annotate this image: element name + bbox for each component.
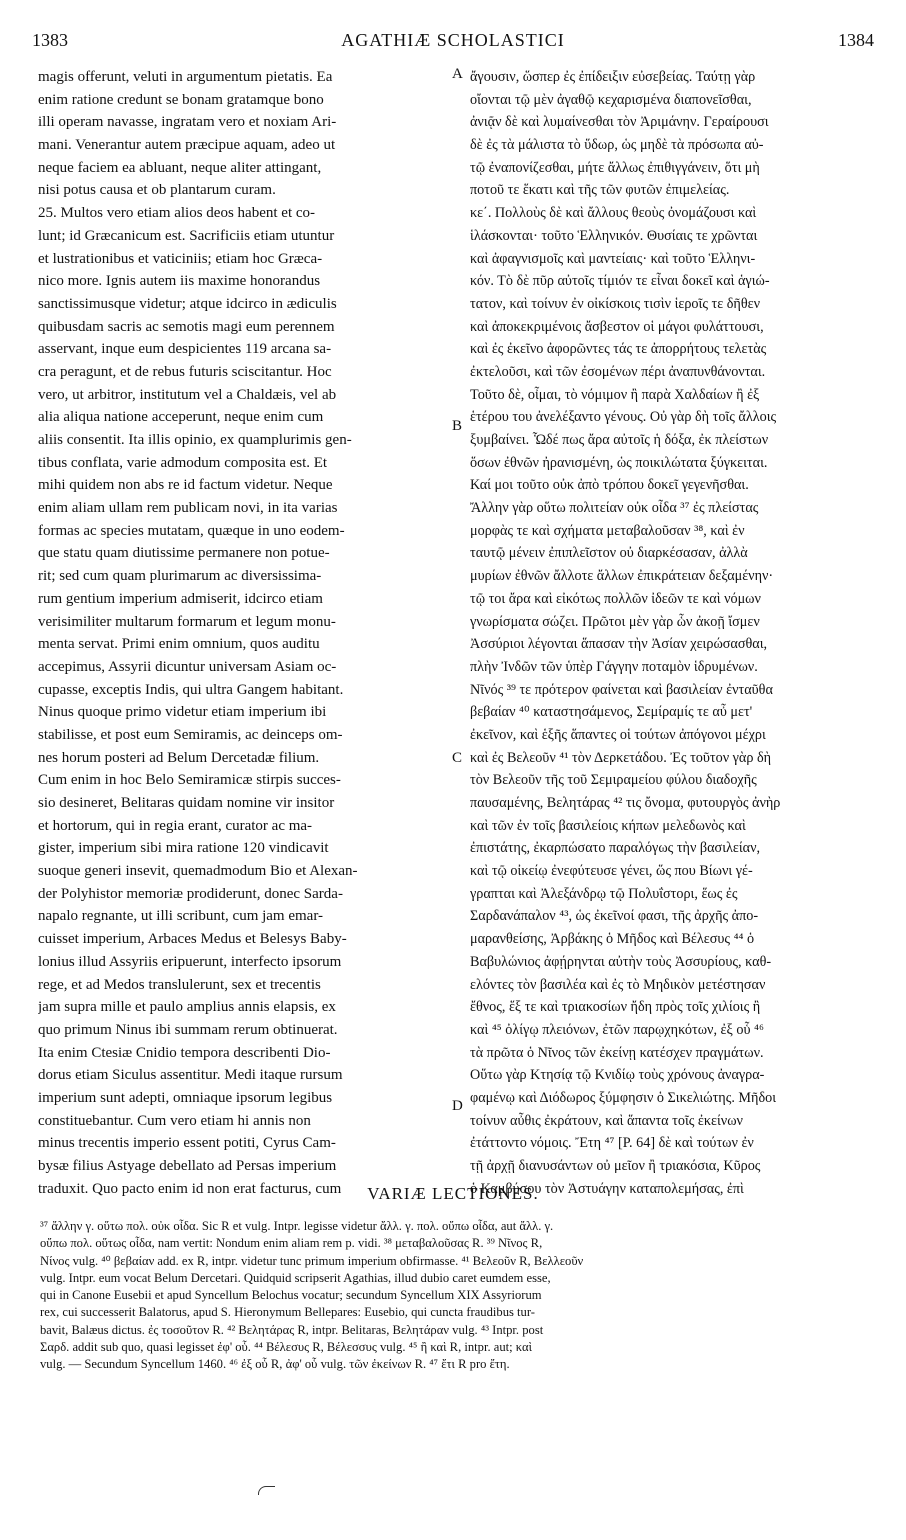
latin-text-line: rege, et ad Medos translulerunt, sex et trecentis [38, 976, 321, 993]
variae-note-line: οὔπω πολ. οὕτως οἶδα, nam vertit: Nondum enim aliam rem p. vidi. ³⁸ μεταβαλοῦσας R. ³⁹ Νῖνος R, [40, 1236, 543, 1251]
latin-text-line: nes horum posteri ad Belum Dercetadæ filium. [38, 749, 320, 766]
greek-text-line: μορφὰς τε καὶ σχήματα μεταβαλοῦσαν ³⁸, καὶ ἐν [470, 522, 745, 539]
latin-text-line: quibusdam sacris ac semotis magi eum perennem [38, 318, 335, 335]
greek-column [470, 66, 868, 1200]
greek-text-line: καὶ ⁴⁵ ὀλίγῳ πλειόνων, ἐτῶν παρῳχηκότων, ἐξ οὗ ⁴⁶ [470, 1021, 764, 1038]
latin-text-line: et lustrationibus et vaticiniis; etiam hoc Græca- [38, 250, 323, 267]
latin-text-line: alia aliqua natione acceperunt, neque enim cum [38, 409, 324, 426]
latin-text-line: suoque generi insevit, quemadmodum Bio et Alexan- [38, 863, 358, 880]
greek-text-line: ξυμβαίνει. Ὧδέ πως ἄρα αὐτοῖς ἡ δόξα, ἐκ πλείστων [470, 432, 769, 448]
latin-text-line: stabilisse, et post eum Semiramis, ac deinceps om- [38, 726, 343, 743]
latin-text-line: lunt; id Græcanicum est. Sacrificiis etiam utuntur [38, 227, 335, 244]
latin-text-line: vero, ut arbitror, institutum vel a Chaldæis, vel ab [38, 386, 337, 403]
variae-note-line: bavit, Balæus dictus. ἐς τοσοῦτον R. ⁴² Βελητάρας R, intpr. Belitaras, Βελητάραν vulg. ⁴³ Intpr. post [40, 1322, 544, 1337]
greek-text-line: Οὕτω γὰρ Κτησίᾳ τῷ Κνιδίῳ τοὺς χρόνους ἀναγρα- [470, 1067, 765, 1084]
latin-text-line: lonius illud Assyriis eripuerunt, interfecto ipsorum [38, 953, 342, 970]
margin-letter-b: B [452, 418, 463, 434]
latin-text-line: Cum enim in hoc Belo Semiramicæ stirpis succes- [38, 772, 341, 789]
variae-note-line: Νίνος vulg. ⁴⁰ βεβαίαν add. ex R, intpr. videtur tunc primum imperium obfirmasse. ⁴¹ Βελεοῦν R, Βελλεοῦν [40, 1253, 584, 1268]
latin-text-line: 25. Multos vero etiam alios deos habent et co- [38, 205, 316, 222]
greek-text-line: ἔθνος, ἕξ τε καὶ τριακοσίων ἤδη πρὸς τοῖς χιλίοις ἢ [470, 999, 761, 1016]
latin-text-line: neque faciem ea abluant, neque aliter attingant, [38, 159, 322, 176]
variae-note-line: vulg. — Secundum Syncellum 1460. ⁴⁶ ἐξ οὗ R, ἀφ' οὗ vulg. τῶν ἐκείνων R. ⁴⁷ ἔτι R pro ἔτη. [40, 1357, 510, 1372]
margin-letter-a: A [452, 66, 463, 82]
page-header [32, 30, 874, 58]
greek-text-line: φαμένῳ καὶ Διόδωρος ξύμφησιν ὁ Σικελιώτης. Μῆδοι [470, 1089, 777, 1106]
latin-text-line: nico more. Ignis autem iis maxime honorandus [38, 273, 321, 290]
latin-column [38, 66, 446, 1200]
greek-text-line: ταυτῷ μένειν ἐπιπλεῖστον οὐ διαρκέσασαν, ἀλλὰ [470, 545, 748, 562]
latin-text-line: rum gentium imperium admiserit, idcirco etiam [38, 590, 323, 607]
latin-text-line: dorus etiam Siculus assentitur. Medi itaque rursum [38, 1067, 343, 1084]
latin-text-line: mihi quidem non abs re id factum videtur. Neque [38, 477, 333, 494]
greek-text-line: καὶ ἐς ἐκεῖνο ἀφορῶντες τάς τε ἀπορρήτους τελετὰς [470, 341, 767, 358]
latin-text-line: enim ratione credunt se bonam gratamque bono [38, 91, 324, 108]
greek-text-line: ἄγουσιν, ὥσπερ ἐς ἐπίδειξιν εὐσεβείας. Ταύτῃ γὰρ [470, 69, 756, 85]
greek-text-line: Ἄλλην γὰρ οὕτω πολιτείαν οὐκ οἶδα ³⁷ ἐς πλείστας [470, 500, 759, 517]
latin-text-line: nisi potus causa et ob plantarum curam. [38, 182, 276, 199]
greek-text-line: τῇ ἀρχῇ διανυσάντων οὐ μεῖον ἢ τριακόσια, Κῦρος [470, 1158, 761, 1174]
latin-text-line: formas ac species mutatam, quæque in uno eodem- [38, 522, 345, 539]
latin-text-line: cra peragunt, et de rebus futuris sciscitantur. Hoc [38, 363, 332, 380]
greek-text-line: Καί μοι τοῦτο οὐκ ἀπὸ τρόπου δοκεῖ γεγενῆσθαι. [470, 477, 749, 494]
variae-note-line: vulg. Intpr. eum vocat Belum Dercetari. Quidquid scripserit Agathias, illud dubio caret eumdem esse, [40, 1270, 551, 1285]
greek-text-line: ὁ Καμβύσου τὸν Ἀστυάγην καταπολεμήσας, ἐπὶ [470, 1180, 744, 1197]
latin-text-line: imperium sunt adepti, omniaque ipsorum legibus [38, 1089, 333, 1106]
greek-text-line: Ἀσσύριοι λέγονται ἅπασαν τὴν Ἀσίαν χειρώσασθαι, [470, 636, 768, 653]
latin-text-line: mani. Venerantur autem præcipue aquam, adeo ut [38, 137, 336, 154]
latin-text-line: traduxit. Quo pacto enim id non erat facturus, cum [38, 1180, 342, 1197]
greek-text-line: ποτοῦ τε ἕκατι καὶ τῆς τῶν φυτῶν ἐπιμελείας. [470, 182, 730, 199]
greek-text-line: Νῖνός ³⁹ τε πρότερον φαίνεται καὶ βασιλείαν ἐνταῦθα [470, 681, 773, 698]
latin-text-line: bysæ filius Astyage debellato ad Persas imperium [38, 1158, 337, 1174]
variae-note-line: ³⁷ ἄλλην γ. οὕτω πολ. οὐκ οἶδα. Sic R et vulg. Intpr. legisse videtur ἄλλ. γ. πολ. οὔπω οἶδα, aut ἄλλ. γ. [40, 1219, 554, 1233]
page-number-right: 1384 [838, 30, 874, 50]
greek-text-line: μαρανθείσης, Ἀρβάκης ὁ Μῆδος καὶ Βέλεσυς ⁴⁴ ὁ [470, 931, 755, 948]
latin-text-line: gister, imperium sibi mira ratione 120 vindicavit [38, 840, 329, 857]
latin-text-line: menta servat. Primi enim omnium, quos auditu [38, 636, 320, 653]
variae-note-line: rex, cui successerit Balatorus, apud S. Hieronymum Bellepares: Eusebio, qui cuncta fraudibus tur- [40, 1305, 535, 1320]
greek-text-line: καὶ ἀφαγνισμοῖς καὶ μαντείαις· καὶ τοῦτο Ἑλληνι- [470, 250, 756, 267]
margin-letter-c: C [452, 750, 463, 766]
greek-text-line: τὸν Βελεοῦν τῆς τοῦ Σεμιραμείου φύλου διαδοχῆς [470, 772, 757, 789]
running-title: AGATHIÆ SCHOLASTICI [341, 30, 565, 50]
variae-lectiones-notes [40, 1218, 872, 1374]
greek-text-line: μυρίων ἐθνῶν ἄλλοτε ἄλλων ἐπικράτειαν δεξαμένην· [470, 568, 774, 585]
greek-text-line: πλὴν Ἰνδῶν τῶν ὑπὲρ Γάγγην ποταμὸν ἱδρυμένων. [470, 658, 758, 675]
variae-note-line: Σαρδ. addit sub quo, quasi legisset ἐφ' οὗ. ⁴⁴ Βέλεσυς R, Βέλεσσυς vulg. ⁴⁵ ἢ καὶ R, intpr. aut; καὶ [40, 1340, 533, 1355]
greek-text-line: τὰ πρῶτα ὁ Νῖνος τῶν ἐκείνῃ κατέσχεν πραγμάτων. [470, 1044, 764, 1061]
variae-lectiones-heading: VARIÆ LECTIONES. [367, 1184, 539, 1203]
latin-text-line: magis offerunt, veluti in argumentum pietatis. Ea [38, 69, 333, 85]
greek-text-line: Τοῦτο δὲ, οἶμαι, τὸ νόμιμον ἢ παρὰ Χαλδαίων ἢ ἐξ [470, 386, 760, 403]
latin-text-line: verisimiliter multarum formarum et legum monu- [38, 613, 336, 630]
greek-text-line: οἴονται τῷ μὲν ἀγαθῷ κεχαρισμένα διαπονεῖσθαι, [470, 91, 752, 108]
greek-text-line: ἱλάσκονται· τοῦτο Ἑλληνικόν. Θυσίαις τε χρῶνται [470, 227, 758, 244]
latin-text-line: napalo regnante, ut illi scribunt, cum jam emar- [38, 908, 324, 925]
greek-text-line: Βαβυλώνιος ἀφῄρηνται αὐτὴν τοὺς Ἀσσυρίους, καθ- [470, 953, 772, 970]
greek-text-line: καὶ ἀποκεκριμένοις ἄσβεστον οἱ μάγοι φυλάττουσι, [470, 318, 764, 335]
greek-text-line: Σαρδανάπαλον ⁴³, ὡς ἐκεῖνοί φασι, τῆς ἀρχῆς ἀπο- [470, 908, 759, 925]
latin-text-line: Ita enim Ctesiæ Cnidio tempora describenti Dio- [38, 1044, 331, 1061]
greek-text-line: τῷ τοι ἄρα καὶ εἰκότως πολλῶν ἰδεῶν τε καὶ νόμων [470, 590, 761, 607]
greek-text-line: βεβαίαν ⁴⁰ καταστησάμενος, Σεμίραμίς τε αὖ μετ' [470, 704, 753, 721]
greek-text-line: γραπται καὶ Ἀλεξάνδρῳ τῷ Πολυΐστορι, ἕως ἐς [470, 885, 738, 902]
greek-text-line: τῷ ἐναπονίζεσθαι, μήτε ἄλλως ἐπιθιγγάνειν, ὅτι μὴ [470, 159, 760, 176]
variae-note-line: qui in Canone Eusebii et apud Syncellum Belochus vocatur; secundum Syncellum XIX Assyriorum [40, 1288, 542, 1303]
greek-text-line: τατον, καὶ τοίνυν ἐν οἰκίσκοις τισὶν ἱεροῖς τε δῆθεν [470, 295, 760, 312]
latin-text-line: sanctissimusque videtur; atque idcirco in ædiculis [38, 295, 337, 312]
latin-text-line: Ninus quoque primo videtur etiam imperium ibi [38, 704, 327, 721]
greek-text-line: ἐκτελοῦσι, καὶ τῶν ἐσομένων πέρι ἀναπυνθάνονται. [470, 363, 766, 380]
latin-text-line: illi operam navasse, ingratam vero et noxiam Ari- [38, 114, 337, 131]
latin-text-line: minus trecentis imperio essent potiti, Cyrus Cam- [38, 1135, 336, 1152]
greek-text-line: ὅσων ἐθνῶν ἠρανισμένη, ὡς ποικιλώτατα ξύγκειται. [470, 454, 768, 471]
greek-text-line: καὶ ἐς Βελεοῦν ⁴¹ τὸν Δερκετάδου. Ἐς τοῦτον γὰρ δὴ [470, 749, 772, 766]
stray-mark [258, 1486, 275, 1495]
greek-text-line: κόν. Τὸ δὲ πῦρ αὐτοῖς τίμιόν τε εἶναι δοκεῖ καὶ ἁγιώ- [470, 273, 770, 290]
page-number-left: 1383 [32, 30, 68, 50]
greek-text-line: κε΄. Πολλοὺς δὲ καὶ ἄλλους θεοὺς ὀνομάζουσι καὶ [470, 205, 757, 222]
latin-text-line: quo primum Ninus ibi summam rerum obtinuerat. [38, 1021, 338, 1038]
greek-text-line: ἐτάττοντο νόμοις. Ἔτη ⁴⁷ [P. 64] δὲ καὶ τούτων ἐν [470, 1135, 754, 1152]
latin-text-line: enim aliam ullam rem publicam novi, in ita varias [38, 500, 338, 517]
latin-text-line: rit; sed cum quam plurimarum ac diversissima- [38, 568, 322, 585]
latin-text-line: sio desineret, Belitaras quidam nomine vir insitor [38, 795, 335, 811]
latin-text-line: aliis consentit. Ita illis opinio, ex quamplurimis gen- [38, 432, 352, 448]
latin-text-line: accepimus, Assyrii dicuntur universam Asiam oc- [38, 658, 337, 675]
latin-text-line: cupasse, exceptis Indis, qui ultra Gangem habitant. [38, 681, 344, 698]
margin-letter-d: D [452, 1098, 463, 1114]
latin-text-line: cuisset imperium, Arbaces Medus et Belesys Baby- [38, 931, 347, 948]
greek-text-line: τοίνυν αὖθις ἐκράτουν, καὶ ἅπαντα τοῖς ἐκείνων [470, 1112, 743, 1129]
greek-text-line: παυσαμένης, Βελητάρας ⁴² τις ὄνομα, φυτουργὸς ἀνὴρ [470, 795, 781, 811]
latin-text-line: asservant, inque eum despicientes 119 arcana sa- [38, 341, 332, 358]
greek-text-line: ἐπιστάτης, ἐκαρπώσατο παραλόγως τὴν βασιλείαν, [470, 840, 761, 857]
greek-text-line: καὶ τῷ οἰκείῳ ἐνεφύτευσε γένει, ὥς που Βίωνι γέ- [470, 863, 753, 880]
latin-text-line: que statu quam diutissime permanere non potue- [38, 545, 330, 562]
greek-text-line: γνωρίσματα σώζει. Πρῶτοι μὲν γὰρ ὧν ἀκοῇ ἴσμεν [470, 613, 760, 630]
greek-text-line: ἑτέρου του ἀνελέξαντο γένους. Οὐ γὰρ δὴ τοῖς ἄλλοις [470, 409, 777, 426]
greek-text-line: ἐκεῖνον, καὶ ἑξῆς ἅπαντες οἱ τούτων ἀπόγονοι μέχρι [470, 726, 766, 743]
greek-text-line: δὲ ἐς τὰ μάλιστα τὸ ὕδωρ, ὡς μηδὲ τὰ πρόσωπα αὐ- [470, 137, 764, 154]
greek-text-line: ἀνιᾷν δὲ καὶ λυμαίνεσθαι τὸν Ἀριμάνην. Γεραίρουσι [470, 114, 769, 131]
latin-text-line: tibus conflata, varie admodum composita est. Et [38, 454, 328, 471]
greek-text-line: ελόντες τὸν βασιλέα καὶ ἐς τὸ Μηδικὸν μετέστησαν [470, 976, 766, 993]
latin-text-line: constituebantur. Cum vero etiam hi annis non [38, 1112, 311, 1129]
latin-text-line: der Polyhistor memoriæ prodiderunt, donec Sarda- [38, 885, 343, 902]
latin-text-line: et hortorum, qui in regia erant, curator ac ma- [38, 817, 313, 834]
latin-text-line: jam supra mille et paulo amplius annis elapsis, ex [38, 999, 336, 1016]
greek-text-line: καὶ τῶν ἐν τοῖς βασιλείοις κήπων μελεδωνὸς καὶ [470, 817, 746, 834]
